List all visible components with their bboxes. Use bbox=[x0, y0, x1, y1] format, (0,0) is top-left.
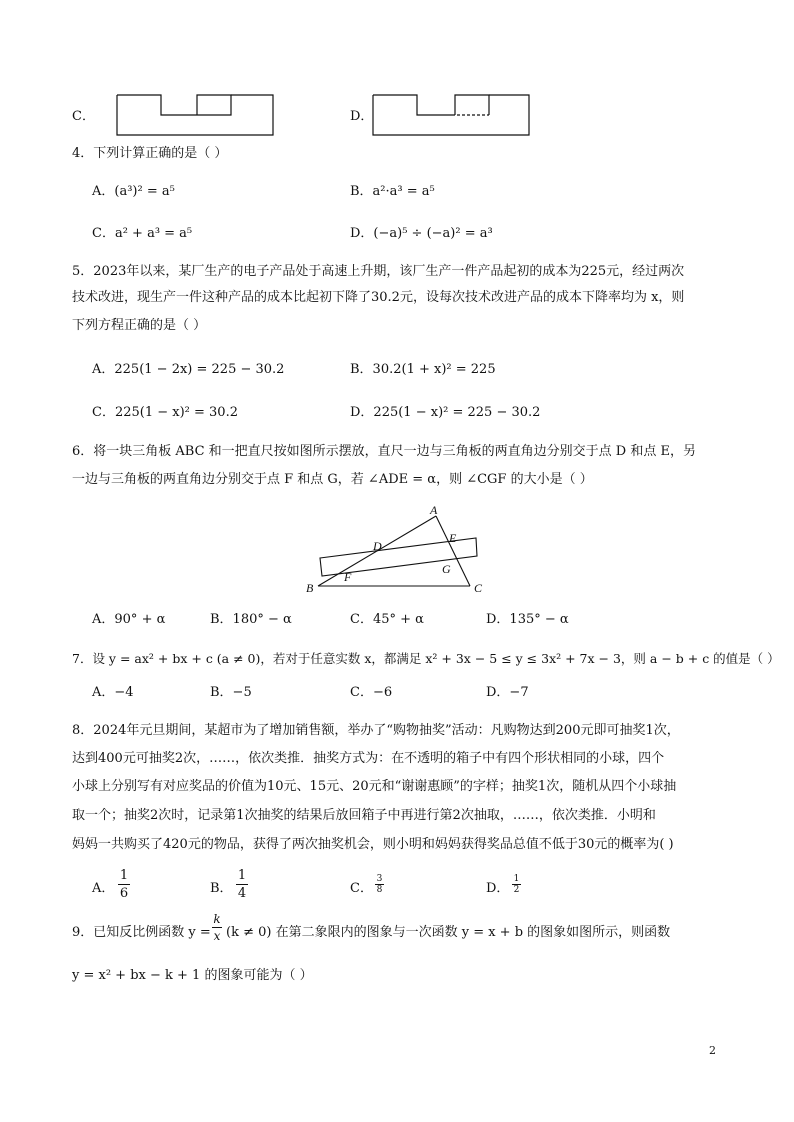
q8-line-2: 达到400元可抽奖2次，……，依次类推．抽奖方式为：在不透明的箱子中有四个形状相同的小球，四个 bbox=[72, 751, 665, 766]
q6-option-b[interactable]: B．180° − α bbox=[210, 612, 292, 627]
q8-line-5: 妈妈一共购买了420元的物品，获得了两次抽奖机会，则小明和妈妈获得奖品总值不低于30元的概率为( ) bbox=[72, 837, 674, 852]
q8-option-c-numerator: 3 bbox=[376, 874, 383, 884]
q3-option-c-figure bbox=[115, 93, 277, 137]
q7-option-d[interactable]: D．−7 bbox=[486, 685, 529, 700]
q8-option-b-label[interactable]: B． bbox=[210, 881, 233, 896]
q5-option-d[interactable]: D．225(1 − x)² = 225 − 30.2 bbox=[350, 405, 541, 420]
q9-fraction bbox=[212, 912, 222, 944]
q6-label-g: G bbox=[442, 562, 451, 576]
q9-fraction-numerator: k bbox=[213, 912, 221, 926]
q5-option-c[interactable]: C．225(1 − x)² = 30.2 bbox=[92, 405, 238, 420]
q8-option-a-denominator: 6 bbox=[119, 886, 129, 901]
q7-option-b[interactable]: B．−5 bbox=[210, 685, 252, 700]
q6-option-a[interactable]: A．90° + α bbox=[92, 612, 166, 627]
q6-option-d[interactable]: D．135° − α bbox=[486, 612, 569, 627]
q8-line-4: 取一个；抽奖2次时，记录第1次抽奖的结果后放回箱子中再进行第2次抽取，……，依次类推．小明和 bbox=[72, 808, 656, 823]
q8-option-d-numerator: 1 bbox=[513, 874, 520, 884]
q5-line-2: 技术改进，现生产一件这种产品的成本比起初下降了30.2元，设每次技术改进产品的成本下降率均为 x，则 bbox=[72, 290, 685, 305]
q8-line-3: 小球上分别写有对应奖品的价值为10元、15元、20元和“谢谢惠顾”的字样；抽奖1次，随机从四个小球抽 bbox=[72, 779, 677, 794]
q6-label-d: D bbox=[373, 539, 382, 553]
q5-line-3: 下列方程正确的是（ ） bbox=[72, 318, 207, 333]
q8-option-a-label[interactable]: A． bbox=[92, 881, 115, 896]
q9-fraction-denominator: x bbox=[213, 929, 221, 943]
q4-option-b[interactable]: B．a²·a³ = a⁵ bbox=[350, 184, 435, 199]
q6-label-b: B bbox=[306, 581, 314, 595]
q8-option-c-fraction[interactable] bbox=[375, 874, 384, 896]
q9-line-1-prefix: 9．已知反比例函数 y = bbox=[72, 925, 211, 940]
q6-triangle-ruler-figure bbox=[300, 500, 500, 596]
q6-label-e: E bbox=[449, 531, 457, 545]
q8-option-b-fraction[interactable] bbox=[236, 868, 248, 902]
q7-option-a[interactable]: A．−4 bbox=[92, 685, 134, 700]
q8-option-a-fraction[interactable] bbox=[118, 868, 130, 902]
q6-label-c: C bbox=[474, 581, 483, 595]
q6-line-1: 6．将一块三角板 ABC 和一把直尺按如图所示摆放，直尺一边与三角板的两直角边分别交于点 D 和点 E，另 bbox=[72, 444, 696, 459]
q8-option-d-denominator: 2 bbox=[513, 885, 520, 895]
q4-stem: 4．下列计算正确的是（ ） bbox=[72, 146, 228, 161]
q3-option-c-label: C． bbox=[72, 109, 95, 124]
q5-option-a[interactable]: A．225(1 − 2x) = 225 − 30.2 bbox=[92, 362, 285, 377]
q8-option-b-denominator: 4 bbox=[237, 886, 247, 901]
q9-line-2: y = x² + bx − k + 1 的图象可能为（ ） bbox=[72, 968, 313, 983]
q7-stem: 7．设 y = ax² + bx + c (a ≠ 0)，若对于任意实数 x，都满足 x² + 3x − 5 ≤ y ≤ 3x² + 7x − 3，则 a − b + c 的值是（ ） bbox=[72, 651, 780, 666]
q6-label-f: F bbox=[344, 570, 352, 584]
q7-option-c[interactable]: C．−6 bbox=[350, 685, 393, 700]
q5-line-1: 5．2023年以来，某厂生产的电子产品处于高速上升期，该厂生产一件产品起初的成本为225元，经过两次 bbox=[72, 264, 685, 279]
q6-label-a: A bbox=[430, 503, 438, 517]
q6-option-c[interactable]: C．45° + α bbox=[350, 612, 424, 627]
q8-line-1: 8．2024年元旦期间，某超市为了增加销售额，举办了“购物抽奖”活动：凡购物达到200元即可抽奖1次， bbox=[72, 723, 680, 738]
q9-line-1-suffix: (k ≠ 0) 在第二象限内的图象与一次函数 y = x + b 的图象如图所示，则函数 bbox=[226, 925, 671, 940]
q4-option-a[interactable]: A．(a³)² = a⁵ bbox=[92, 184, 175, 199]
page-number: 2 bbox=[709, 1044, 716, 1057]
q3-option-d-figure bbox=[371, 93, 533, 137]
q8-option-c-label[interactable]: C． bbox=[350, 881, 373, 896]
q8-option-c-denominator: 8 bbox=[376, 885, 383, 895]
q8-option-d-fraction[interactable] bbox=[512, 874, 521, 896]
q5-option-b[interactable]: B．30.2(1 + x)² = 225 bbox=[350, 362, 496, 377]
q6-line-2: 一边与三角板的两直角边分别交于点 F 和点 G，若 ∠ADE = α，则 ∠CGF 的大小是（ ） bbox=[72, 472, 593, 487]
q8-option-d-label[interactable]: D． bbox=[486, 881, 510, 896]
q4-option-c[interactable]: C．a² + a³ = a⁵ bbox=[92, 226, 193, 241]
q4-option-d[interactable]: D．(−a)⁵ ÷ (−a)² = a³ bbox=[350, 226, 493, 241]
q8-option-a-numerator: 1 bbox=[119, 868, 129, 883]
q8-option-b-numerator: 1 bbox=[237, 868, 247, 883]
q3-option-d-label: D． bbox=[350, 109, 374, 124]
